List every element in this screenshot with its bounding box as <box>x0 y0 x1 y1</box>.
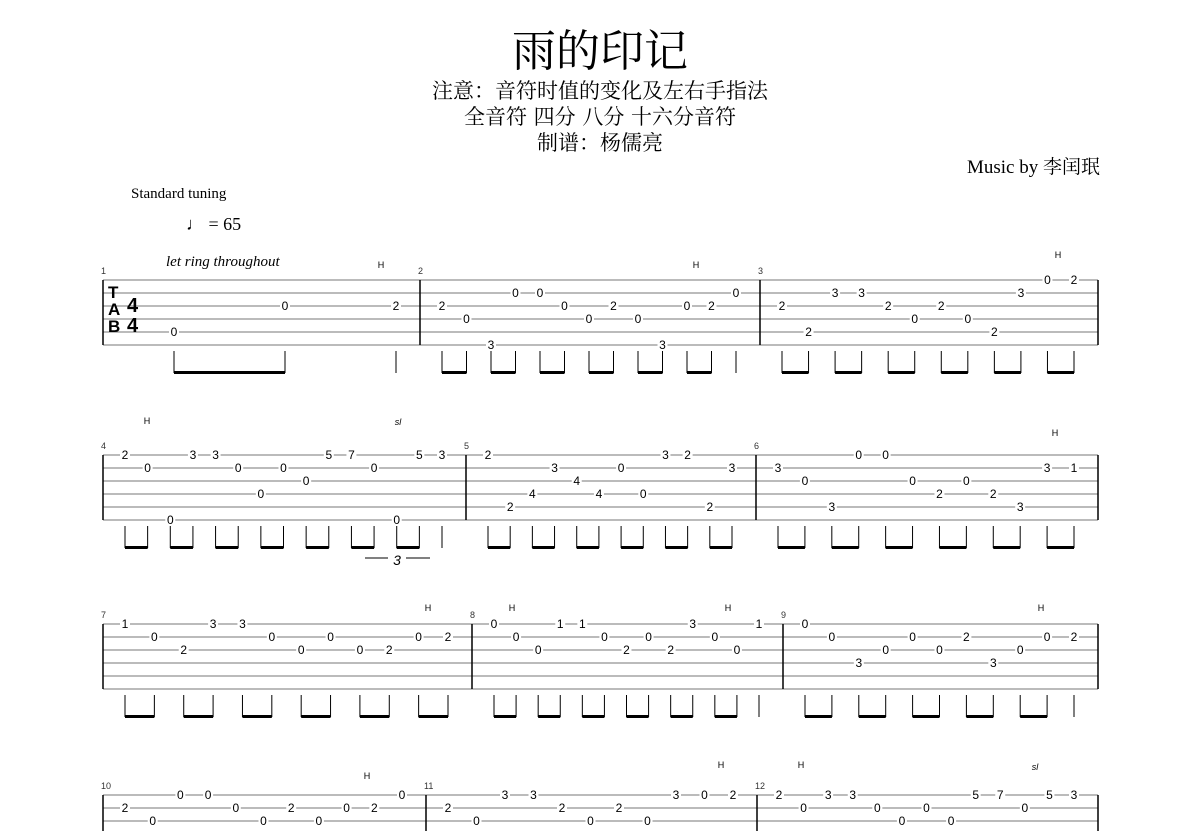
fret-number: 2 <box>392 299 400 313</box>
fret-number: 0 <box>170 325 178 339</box>
fret-number: 1 <box>121 617 129 631</box>
note-beam <box>993 546 1020 549</box>
slide-mark: sl <box>394 417 402 427</box>
fret-number: 2 <box>778 299 786 313</box>
fret-number: 2 <box>385 643 393 657</box>
fret-number: 2 <box>667 643 675 657</box>
fret-number: 0 <box>911 312 919 326</box>
fret-number: 0 <box>801 617 809 631</box>
fret-number: 2 <box>506 500 514 514</box>
hammer-on-mark: H <box>1037 603 1045 613</box>
fret-number: 3 <box>728 461 736 475</box>
fret-number: 0 <box>490 617 498 631</box>
fret-number: 0 <box>268 630 276 644</box>
fret-number: 0 <box>909 630 916 644</box>
fret-number: 3 <box>551 461 558 475</box>
hammer-on-mark: H <box>1051 428 1059 438</box>
fret-number: 1 <box>1070 461 1078 475</box>
note-beam <box>687 371 712 374</box>
fret-number: 3 <box>1017 286 1025 300</box>
fret-number: 0 <box>302 474 310 488</box>
fret-number: 0 <box>733 643 741 657</box>
note-beam <box>261 546 284 549</box>
fret-number: 7 <box>348 448 355 462</box>
fret-number: 0 <box>204 788 212 802</box>
fret-number: 3 <box>659 338 666 352</box>
fret-number: 2 <box>180 643 188 657</box>
note-beam <box>715 715 737 718</box>
note-beam <box>442 371 467 374</box>
subtitle-note: 注意：音符时值的变化及左右手指法 <box>432 79 768 103</box>
fret-number: 2 <box>121 801 129 815</box>
fret-number: 0 <box>370 461 378 475</box>
fret-number: 4 <box>595 487 603 501</box>
fret-number: 3 <box>212 448 219 462</box>
tab-clef-letter: T <box>108 283 119 302</box>
tempo-marking: ♩ = 65 <box>186 214 242 234</box>
fret-number: 0 <box>144 461 151 475</box>
fret-number: 2 <box>936 487 943 501</box>
fret-number: 0 <box>585 312 593 326</box>
fret-number: 0 <box>315 814 323 828</box>
fret-number: 0 <box>923 801 930 815</box>
measure-number: 8 <box>470 610 476 620</box>
note-beam <box>913 715 940 718</box>
fret-number: 0 <box>644 814 651 828</box>
fret-number: 3 <box>774 461 782 475</box>
fret-number: 3 <box>989 656 997 670</box>
note-beam <box>886 546 913 549</box>
fret-number: 0 <box>149 814 157 828</box>
fret-number: 0 <box>801 474 809 488</box>
fret-number: 3 <box>849 788 857 802</box>
fret-number: 2 <box>287 801 295 815</box>
fret-number: 4 <box>529 487 536 501</box>
fret-number: 2 <box>484 448 492 462</box>
fret-number: 5 <box>416 448 423 462</box>
fret-number: 3 <box>831 286 839 300</box>
arranger-credit: 制谱：杨儒亮 <box>537 131 663 155</box>
let-ring-direction: let ring throughout <box>166 254 280 270</box>
fret-number: 0 <box>639 487 647 501</box>
fret-number: 0 <box>393 513 401 527</box>
subtitle-note-values: 全音符 四分 八分 十六分音符 <box>463 105 737 129</box>
fret-number: 3 <box>438 448 446 462</box>
fret-number: 0 <box>415 630 422 644</box>
fret-number: 3 <box>487 338 495 352</box>
note-beam <box>805 715 832 718</box>
fret-number: 2 <box>775 788 783 802</box>
measure-number: 4 <box>101 441 107 451</box>
fret-number: 0 <box>232 801 240 815</box>
fret-number: 0 <box>473 814 480 828</box>
fret-number: 0 <box>617 461 625 475</box>
note-beam <box>627 715 649 718</box>
triplet-mark: 3 <box>393 552 401 568</box>
fret-number: 3 <box>828 500 836 514</box>
fret-number: 0 <box>536 286 544 300</box>
note-beam <box>939 546 966 549</box>
note-beam <box>494 715 516 718</box>
fret-number: 7 <box>996 788 1004 802</box>
measure-number: 1 <box>101 266 107 276</box>
fret-number: 5 <box>325 448 333 462</box>
fret-number: 0 <box>909 474 916 488</box>
fret-number: 0 <box>534 643 542 657</box>
fret-number: 0 <box>855 448 863 462</box>
fret-number: 3 <box>1043 461 1051 475</box>
hammer-on-mark: H <box>424 603 432 613</box>
note-beam <box>306 546 329 549</box>
note-beam <box>577 546 599 549</box>
note-beam <box>1047 371 1074 374</box>
note-beam <box>351 546 374 549</box>
fret-number: 2 <box>623 643 630 657</box>
fret-number: 0 <box>281 299 289 313</box>
note-beam <box>125 715 154 718</box>
hammer-on-mark: H <box>717 760 725 770</box>
note-beam <box>216 546 239 549</box>
fret-number: 3 <box>530 788 537 802</box>
fret-number: 0 <box>512 630 520 644</box>
fret-number: 0 <box>701 788 708 802</box>
fret-number: 3 <box>239 617 246 631</box>
fret-number: 1 <box>755 617 763 631</box>
fret-number: 2 <box>884 299 892 313</box>
fret-number: 0 <box>634 312 642 326</box>
composer-credit: Music by 李闰珉 <box>966 157 1100 178</box>
fret-number: 1 <box>578 617 586 631</box>
note-beam <box>835 371 862 374</box>
note-beam <box>859 715 886 718</box>
fret-number: 4 <box>573 474 581 488</box>
fret-number: 0 <box>257 487 265 501</box>
note-beam <box>832 546 859 549</box>
fret-number: 0 <box>280 461 287 475</box>
note-beam <box>710 546 732 549</box>
note-beam <box>1020 715 1047 718</box>
fret-number: 2 <box>370 801 378 815</box>
note-beam <box>638 371 663 374</box>
fret-number: 2 <box>444 801 452 815</box>
fret-number: 0 <box>963 474 970 488</box>
note-beam <box>491 371 516 374</box>
note-beam <box>488 546 510 549</box>
fret-number: 0 <box>882 643 890 657</box>
note-beam <box>589 371 614 374</box>
note-beam <box>174 371 285 374</box>
fret-number: 0 <box>1044 273 1051 287</box>
measure-number: 2 <box>418 266 424 276</box>
note-beam <box>540 371 565 374</box>
note-beam <box>538 715 560 718</box>
hammer-on-mark: H <box>377 260 385 270</box>
fret-number: 5 <box>1046 788 1053 802</box>
fret-number: 0 <box>398 788 406 802</box>
note-beam <box>888 371 915 374</box>
fret-number: 0 <box>645 630 652 644</box>
fret-number: 2 <box>989 487 997 501</box>
fret-number: 0 <box>587 814 594 828</box>
measure-number: 7 <box>101 610 107 620</box>
fret-number: 3 <box>1070 788 1078 802</box>
fret-number: 3 <box>858 286 865 300</box>
note-beam <box>782 371 809 374</box>
fret-number: 2 <box>444 630 452 644</box>
note-beam <box>941 371 968 374</box>
time-signature-top: 4 <box>127 295 139 317</box>
hammer-on-mark: H <box>724 603 732 613</box>
note-beam <box>966 715 993 718</box>
fret-number: 0 <box>512 286 519 300</box>
fret-number: 3 <box>1016 500 1024 514</box>
fret-number: 0 <box>882 448 889 462</box>
fret-number: 2 <box>706 500 714 514</box>
measure-number: 11 <box>424 781 434 791</box>
note-beam <box>301 715 330 718</box>
fret-number: 0 <box>166 513 174 527</box>
note-beam <box>184 715 213 718</box>
fret-number: 0 <box>1043 630 1051 644</box>
note-beam <box>671 715 693 718</box>
hammer-on-mark: H <box>797 760 805 770</box>
fret-number: 2 <box>615 801 623 815</box>
fret-number: 0 <box>800 801 807 815</box>
measure-number: 5 <box>464 441 470 451</box>
fret-number: 2 <box>991 325 998 339</box>
fret-number: 1 <box>556 617 564 631</box>
note-beam <box>778 546 805 549</box>
fret-number: 2 <box>438 299 446 313</box>
note-beam <box>242 715 271 718</box>
fret-number: 0 <box>936 643 943 657</box>
measure-number: 9 <box>781 610 787 620</box>
fret-number: 0 <box>356 643 364 657</box>
tab-clef-letter: B <box>108 317 121 336</box>
time-signature-bottom: 4 <box>127 315 139 337</box>
fret-number: 3 <box>672 788 680 802</box>
slide-mark: sl <box>1031 762 1039 772</box>
hammer-on-mark: H <box>1054 250 1062 260</box>
fret-number: 0 <box>561 299 568 313</box>
fret-number: 3 <box>855 656 863 670</box>
measure-number: 6 <box>754 441 760 451</box>
fret-number: 2 <box>1070 273 1078 287</box>
fret-number: 3 <box>824 788 832 802</box>
fret-number: 3 <box>209 617 217 631</box>
fret-number: 0 <box>947 814 955 828</box>
fret-number: 2 <box>805 325 812 339</box>
note-beam <box>582 715 604 718</box>
fret-number: 0 <box>898 814 906 828</box>
fret-number: 5 <box>972 788 980 802</box>
measure-number: 12 <box>755 781 766 791</box>
note-beam <box>665 546 687 549</box>
fret-number: 0 <box>1016 643 1024 657</box>
note-beam <box>125 546 148 549</box>
note-beam <box>170 546 193 549</box>
fret-number: 0 <box>463 312 470 326</box>
fret-number: 0 <box>260 814 267 828</box>
hammer-on-mark: H <box>143 416 151 426</box>
fret-number: 2 <box>708 299 715 313</box>
fret-number: 0 <box>234 461 242 475</box>
fret-number: 2 <box>1070 630 1078 644</box>
fret-number: 2 <box>937 299 945 313</box>
fret-number: 0 <box>297 643 305 657</box>
fret-number: 3 <box>501 788 509 802</box>
note-beam <box>1047 546 1074 549</box>
fret-number: 0 <box>683 299 691 313</box>
fret-number: 0 <box>343 801 350 815</box>
fret-number: 0 <box>151 630 158 644</box>
fret-number: 0 <box>711 630 719 644</box>
note-beam <box>994 371 1021 374</box>
fret-number: 2 <box>558 801 566 815</box>
fret-number: 0 <box>873 801 881 815</box>
fret-number: 2 <box>610 299 617 313</box>
measure-number: 10 <box>101 781 112 791</box>
fret-number: 0 <box>732 286 740 300</box>
fret-number: 3 <box>662 448 669 462</box>
note-beam <box>621 546 643 549</box>
hammer-on-mark: H <box>508 603 516 613</box>
hammer-on-mark: H <box>363 771 371 781</box>
note-beam <box>360 715 389 718</box>
fret-number: 2 <box>121 448 129 462</box>
fret-number: 2 <box>729 788 737 802</box>
score-title: 雨的印记 <box>512 26 688 77</box>
note-beam <box>532 546 554 549</box>
fret-number: 0 <box>828 630 836 644</box>
fret-number: 0 <box>177 788 184 802</box>
fret-number: 0 <box>964 312 972 326</box>
note-beam <box>397 546 420 549</box>
fret-number: 2 <box>963 630 970 644</box>
measure-number: 3 <box>758 266 764 276</box>
fret-number: 3 <box>689 617 697 631</box>
fret-number: 0 <box>1021 801 1029 815</box>
fret-number: 0 <box>601 630 608 644</box>
note-beam <box>419 715 448 718</box>
fret-number: 2 <box>684 448 691 462</box>
fret-number: 3 <box>189 448 197 462</box>
tuning-label: Standard tuning <box>131 186 227 202</box>
tab-clef-letter: A <box>108 300 121 319</box>
hammer-on-mark: H <box>692 260 700 270</box>
fret-number: 0 <box>327 630 334 644</box>
